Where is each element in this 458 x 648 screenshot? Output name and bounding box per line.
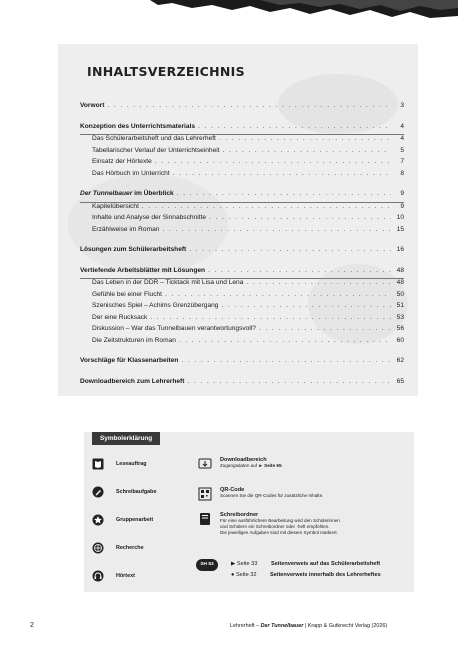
toc-page-number: 10 <box>396 214 404 221</box>
toc-entry: Der Tunnelbauer im Überblick . . . 9 <box>80 190 404 203</box>
toc-page-number: 53 <box>396 313 404 321</box>
legend-item-download: Downloadbereich Zugangsdaten auf ► Seite 65 <box>220 457 420 469</box>
toc-page-number: 9 <box>400 190 404 197</box>
toc-entry: Gefühle bei einer Flucht . . . 50 <box>80 291 404 303</box>
toc-entry: Downloadbereich zum Lehrerheft . . . 65 <box>80 378 404 390</box>
toc-page-number: 16 <box>396 246 404 253</box>
toc-page-number: 50 <box>396 290 404 298</box>
group-icon <box>92 514 104 526</box>
download-icon <box>198 457 212 471</box>
toc-page-number: 15 <box>396 225 404 233</box>
pen-icon <box>92 486 104 498</box>
toc-entry: Kapitelübersicht . . . 9 <box>80 203 404 215</box>
toc-entry: Der eine Rucksack . . . 53 <box>80 314 404 326</box>
toc-entry: Vorschläge für Klassenarbeiten . . . 62 <box>80 357 404 369</box>
page-number: 2 <box>30 622 34 629</box>
toc-page-number: 5 <box>400 146 404 154</box>
header-decorative-band <box>0 0 458 28</box>
toc-page-number: 4 <box>400 135 404 142</box>
toc-entry: Erzählweise im Roman . . . 15 <box>80 226 404 238</box>
toc-page-number: 65 <box>396 377 404 385</box>
mountain-silhouette-icon <box>0 0 458 28</box>
legend-item-qrcode: QR-Code Scannen Sie die QR-Codes für zusätzliche Inhalte. <box>220 487 420 499</box>
toc-page-number: 62 <box>396 357 404 364</box>
toc-entry: Vorwort . . . 3 <box>80 102 404 114</box>
book-icon <box>92 458 104 470</box>
toc-entry: Szenisches Spiel – Achims Grenzübergang . . . 51 <box>80 302 404 314</box>
headphones-icon <box>92 570 104 582</box>
triangle-right-icon: ▶ <box>231 561 236 567</box>
footer-credit: Lehrerheft – Der Tunnelbauer | Krapp & Gutknecht Verlag (2026) <box>230 623 388 629</box>
toc-page-number: 9 <box>400 202 404 210</box>
page-title: INHALTSVERZEICHNIS <box>87 64 245 79</box>
legend-item-schreibordner: Schreibordner Für eine ausführlichere Bearbeitung wird den Schülerinnen und Schülern ein Schreibordner oder -heft empfohlen. Die jeweiligen Aufgaben sind mit diesem Symbol markiert. <box>220 512 420 536</box>
toc-page-number: 48 <box>396 279 404 286</box>
toc-entry: Einsatz der Hörtexte . . . 7 <box>80 158 404 170</box>
table-of-contents <box>80 102 404 389</box>
toc-page-number: 8 <box>400 169 404 177</box>
toc-page-number: 4 <box>400 122 404 130</box>
toc-entry: Das Leben in der DDR – Ticktack mit Lisa und Lena . . . 48 <box>80 279 404 291</box>
toc-entry: Tabellarischer Verlauf der Unterrichtseinheit . . . 5 <box>80 147 404 159</box>
bullet-dot-icon: ● <box>231 572 235 578</box>
toc-page-number: 3 <box>400 102 404 109</box>
legend-ref-schuelerheft: ▶ Seite 33 Seitenverweis auf das Schülerarbeitsheft <box>231 561 381 567</box>
toc-entry: Das Schülerarbeitsheft und das Lehrerheft . . . 4 <box>80 135 404 147</box>
toc-entry: Das Hörbuch im Unterricht . . . 8 <box>80 170 404 182</box>
qr-code-icon <box>198 487 212 501</box>
sh-reference-badge: SH 53 <box>196 559 218 571</box>
toc-entry: Die Zeitstrukturen im Roman . . . 60 <box>80 337 404 349</box>
toc-entry: Diskussion – War das Tunnelbauen verantwortungsvoll? . . . 56 <box>80 325 404 337</box>
toc-entry: Inhalte und Analyse der Sinnabschnitte . . . 10 <box>80 214 404 226</box>
toc-page-number: 51 <box>396 302 404 309</box>
globe-icon <box>92 542 104 554</box>
toc-entry: Vertiefende Arbeitsblätter mit Lösungen . . . 48 <box>80 267 404 280</box>
toc-entry: Konzeption des Unterrichtsmaterials . . . 4 <box>80 123 404 136</box>
legend-title: Symbolerklärung <box>92 432 160 445</box>
folder-icon <box>198 512 212 526</box>
legend-ref-lehrerheft: ● Seite 32 Seitenverweis innerhalb des Lehrerheftes <box>231 572 381 578</box>
toc-page-number: 60 <box>396 336 404 344</box>
toc-page-number: 7 <box>400 158 404 165</box>
toc-page-number: 48 <box>396 266 404 274</box>
toc-page-number: 56 <box>396 325 404 332</box>
toc-entry: Lösungen zum Schülerarbeitsheft . . . 16 <box>80 246 404 258</box>
